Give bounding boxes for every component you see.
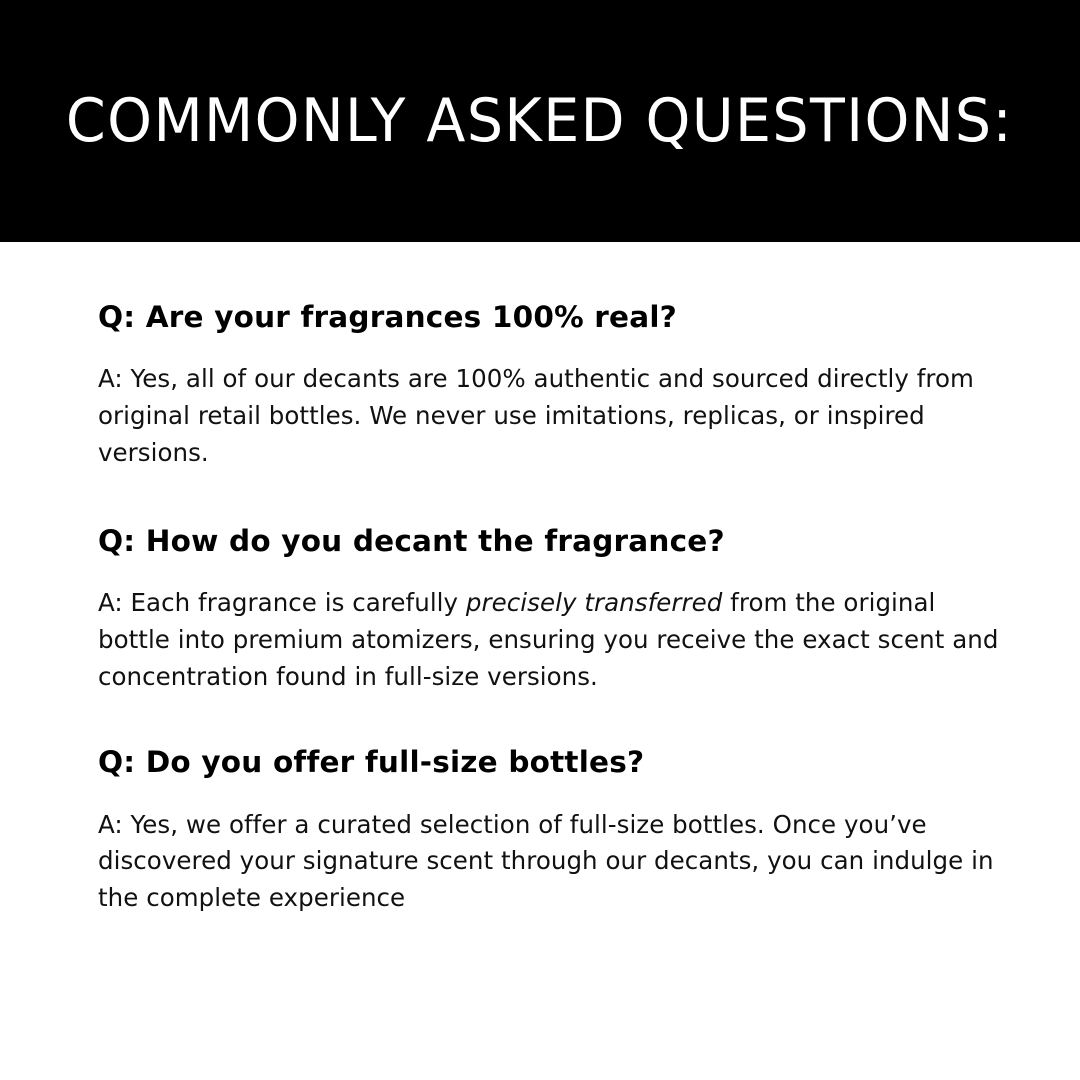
faq-question: Q: How do you decant the fragrance? [98,523,725,558]
faq-question: Q: Are your fragrances 100% real? [98,300,677,334]
faq-answer-text-start: A: Yes, we offer a curated selection of full-size bottles. Once you’ve discovered your signature scent through our decants, you can indulge in the complete experience [98,809,994,913]
faq-list [0,242,1080,1080]
faq-answer-text-start: A: Yes, all of our decants are 100% authentic and sourced directly from original retail bottles. We never use imitations, replicas, or inspired versions. [98,364,974,467]
header-band [0,0,1080,242]
faq-item [98,524,1004,696]
faq-answer-text-start: A: Each fragrance is carefully [98,588,466,618]
faq-answer [98,585,1004,695]
faq-answer [98,361,1004,471]
page-title: COMMONLY ASKED QUESTIONS: [66,86,1014,156]
faq-answer-text-end: from the original bottle into premium atomizers, ensuring you receive the exact scent and concentration found in full-size versions. [98,588,999,691]
faq-answer-emphasis: precisely transferred [465,588,723,618]
faq-answer [98,807,1004,917]
faq-question: Q: Do you offer full-size bottles? [98,745,645,780]
faq-item [98,300,1004,472]
faq-item [98,745,1004,917]
